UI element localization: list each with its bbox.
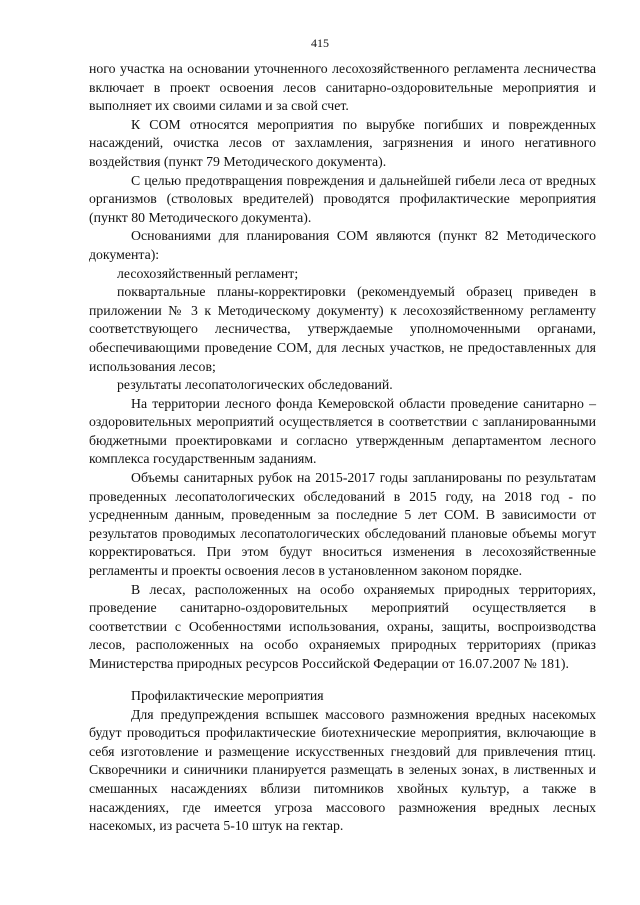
paragraph: ного участка на основании уточненного лесохозяйственного регламента лесничества включает в проект освоения лесов санитарно-оздоровительные мероприятия и выполняет их своими силами и за свой счет. (89, 61, 596, 114)
paragraph: С целью предотвращения повреждения и дальнейшей гибели леса от вредных организмов (стволовых вредителей) проводятся профилактические мероприятия (пункт 80 Методического документа). (89, 172, 596, 225)
paragraph: К СОМ относятся мероприятия по вырубке погибших и поврежденных насаждений, очистка лесов от захламления, загрязнения и иного негативного воздействия (пункт 79 Методического документа). (89, 116, 596, 169)
page-number: 415 (311, 36, 329, 50)
list-item: поквартальные планы-корректировки (рекомендуемый образец приведен в приложении № 3 к Методическому документу) к лесохозяйственному регламенту соответствующего лесничества, утверждаемые уполномоченными органами, обеспечивающими проведение СОМ, для лесных участков, не предоставленных для использования лесов; (89, 284, 596, 374)
paragraph: На территории лесного фонда Кемеровской области проведение санитарно – оздоровительных мероприятий осуществляется в соответствии с запланированными бюджетными проектировками и согласно утвержденным департаментом лесного комплекса государственным заданиям. (89, 395, 596, 467)
paragraph: Для предупреждения вспышек массового размножения вредных насекомых будут проводиться профилактические биотехнические мероприятия, включающие в себя изготовление и размещение искусственных гнездовий для привлечения птиц. Скворечники и синичники планируется размещать в зеленых зонах, в лиственных и смешанных насаждениях вблизи питомников хвойных культур, а также в насаждениях, где имеется угроза массового размножения вредных лесных насекомых, из расчета 5-10 штук на гектар. (89, 706, 596, 834)
paragraph: Основаниями для планирования СОМ являются (пункт 82 Методического документа): (89, 228, 596, 262)
paragraph: Объемы санитарных рубок на 2015-2017 годы запланированы по результатам проведенных лесопатологических обследований в 2015 году, на 2018 год - по усредненным данным, проведенным за последние 5 лет СОМ. В зависимости от результатов проводимых лесопатологических обследований плановые объемы могут корректироваться. При этом будут вноситься изменения в лесохозяйственные регламенты и проекты освоения лесов в установленном законом порядке. (89, 470, 596, 579)
document-body (89, 60, 596, 674)
section-heading: Профилактические мероприятия (131, 688, 324, 703)
preventive-measures-section (89, 687, 596, 836)
paragraph: В лесах, расположенных на особо охраняемых природных территориях, проведение санитарно-оздоровительных мероприятий осуществляется в соответствии с Особенностями использования, охраны, защиты, воспроизводства лесов, расположенных на особо охраняемых природных территориях (приказ Министерства природных ресурсов Российской Федерации от 16.07.2007 № 181). (89, 581, 596, 671)
list-item: результаты лесопатологических обследований. (117, 377, 393, 393)
list-item: лесохозяйственный регламент; (117, 265, 299, 281)
